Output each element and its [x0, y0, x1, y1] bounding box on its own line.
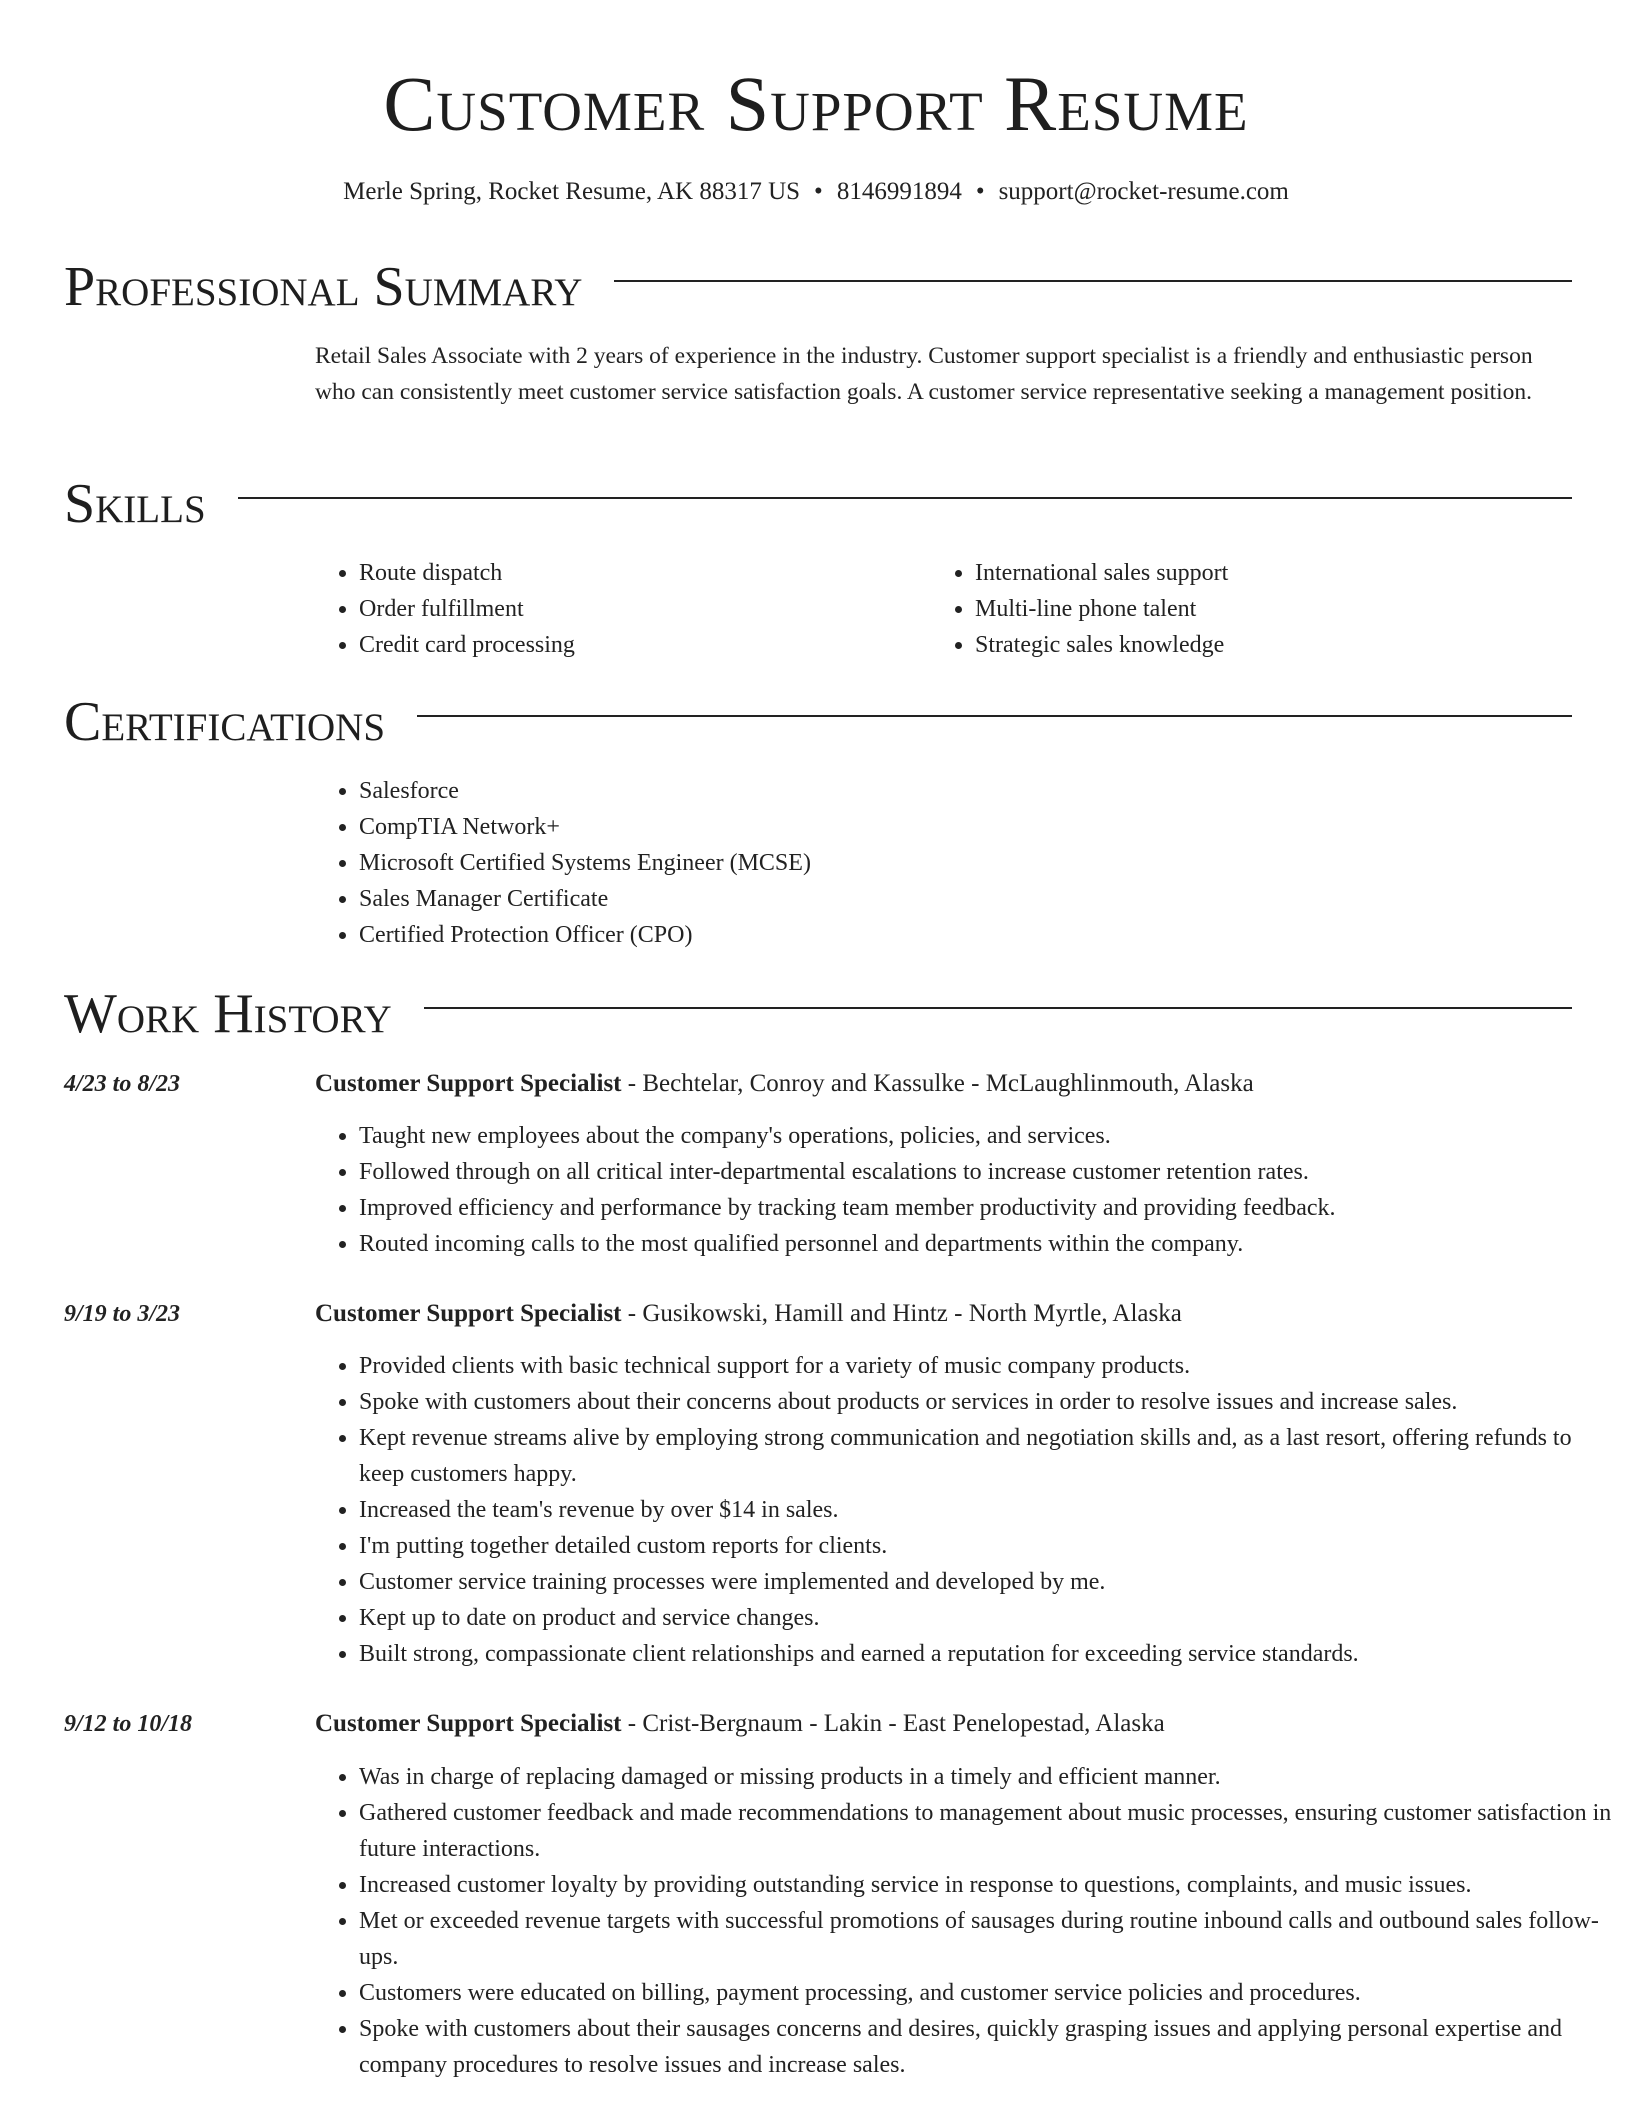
certifications-section-title: Certifications — [64, 691, 386, 753]
job-duty-item: • Met or exceeded revenue targets with successful promotions of sausages during routine inbound calls and outbound sales follow-ups. — [359, 1903, 1616, 1975]
certification-item: • Certified Protection Officer (CPO) — [359, 917, 1359, 953]
skill-item: • Multi-line phone talent — [975, 591, 1615, 627]
work-history-section-heading — [64, 979, 1572, 1049]
contact-separator: • — [814, 178, 823, 205]
contact-email: support@rocket-resume.com — [998, 178, 1289, 205]
contact-separator: • — [975, 178, 985, 205]
job-duty-item: • Taught new employees about the company's operations, policies, and services. — [359, 1118, 1616, 1154]
contact-line — [0, 172, 1632, 212]
summary-section-heading — [64, 252, 1572, 322]
job-duty-item: • Spoke with customers about their concerns about products or services in order to resolve issues and increase sales. — [359, 1384, 1616, 1420]
job-duty-item: • Was in charge of replacing damaged or missing products in a timely and efficient manner. — [359, 1759, 1616, 1795]
skills-list-left — [315, 555, 919, 663]
skills-section-heading — [64, 469, 1572, 539]
job-duty-item: • Built strong, compassionate client relationships and earned a reputation for exceeding service standards. — [359, 1636, 1616, 1672]
job-duties-list — [315, 1118, 1616, 1262]
job-duty-item: • I'm putting together detailed custom reports for clients. — [359, 1528, 1616, 1564]
certifications-section-heading — [64, 687, 1572, 757]
job-title: Customer Support Specialist — [315, 1070, 622, 1097]
job-duty-item: • Gathered customer feedback and made recommendations to management about music processes, ensuring customer satisfaction in future interactions. — [359, 1795, 1616, 1867]
skill-item: • Route dispatch — [359, 555, 919, 591]
summary-section-title: Professional Summary — [64, 256, 583, 318]
skills-section-title: Skills — [64, 473, 206, 535]
skill-item: • Strategic sales knowledge — [975, 627, 1615, 663]
resume-title: Customer Support Resume — [383, 60, 1249, 147]
section-divider — [424, 1007, 1572, 1009]
job-duty-item: • Kept revenue streams alive by employing strong communication and negotiation skills and, as a last resort, offering refunds to keep customers happy. — [359, 1420, 1616, 1492]
job-title: Customer Support Specialist — [315, 1710, 622, 1737]
job-duties-list — [315, 1348, 1616, 1672]
job-dates: 9/12 to 10/18 — [64, 1711, 193, 1737]
job-title: Customer Support Specialist — [315, 1300, 622, 1327]
certification-item: • Sales Manager Certificate — [359, 881, 1359, 917]
section-divider — [417, 715, 1572, 717]
certification-item: • CompTIA Network+ — [359, 809, 1359, 845]
work-history-section-title: Work History — [64, 983, 392, 1045]
job-duty-item: • Customers were educated on billing, payment processing, and customer service policies and procedures. — [359, 1975, 1616, 2011]
job-details: - Bechtelar, Conroy and Kassulke - McLaughlinmouth, Alaska — [621, 1070, 1254, 1097]
job-dates: 9/19 to 3/23 — [64, 1301, 181, 1327]
job-duty-item: • Followed through on all critical inter-departmental escalations to increase customer retention rates. — [359, 1154, 1616, 1190]
skill-item: • Order fulfillment — [359, 591, 919, 627]
job-details: - Crist-Bergnaum - Lakin - East Penelopestad, Alaska — [621, 1710, 1165, 1737]
job-details: - Gusikowski, Hamill and Hintz - North Myrtle, Alaska — [621, 1300, 1182, 1327]
job-duty-item: • Customer service training processes were implemented and developed by me. — [359, 1564, 1616, 1600]
summary-text: Retail Sales Associate with 2 years of experience in the industry. Customer support specialist is a friendly and enthusiastic person who can consistently meet customer service satisfaction goals. A customer service representative seeking a management position. — [315, 343, 1533, 405]
section-divider — [614, 280, 1572, 282]
job-duty-item: • Improved efficiency and performance by tracking team member productivity and providing feedback. — [359, 1190, 1616, 1226]
job-heading — [315, 1066, 1572, 1102]
certifications-list — [315, 773, 1359, 953]
job-duty-item: • Provided clients with basic technical support for a variety of music company products. — [359, 1348, 1616, 1384]
job-duty-item: • Routed incoming calls to the most qualified personnel and departments within the company. — [359, 1226, 1616, 1262]
certification-item: • Salesforce — [359, 773, 1359, 809]
section-divider — [238, 497, 1572, 499]
certification-item: • Microsoft Certified Systems Engineer (MCSE) — [359, 845, 1359, 881]
contact-phone: 8146991894 — [836, 178, 962, 205]
job-heading — [315, 1296, 1572, 1332]
job-duty-item: • Spoke with customers about their sausages concerns and desires, quickly grasping issues and applying personal expertise and company procedures to resolve issues and increase sales. — [359, 2011, 1616, 2083]
job-duty-item: • Increased customer loyalty by providing outstanding service in response to questions, complaints, and music issues. — [359, 1867, 1616, 1903]
job-heading — [315, 1706, 1572, 1742]
job-duties-list — [315, 1759, 1616, 2083]
skill-item: • Credit card processing — [359, 627, 919, 663]
job-duty-item: • Increased the team's revenue by over $14 in sales. — [359, 1492, 1616, 1528]
skills-list-right — [931, 555, 1615, 663]
skill-item: • International sales support — [975, 555, 1615, 591]
job-duty-item: • Kept up to date on product and service changes. — [359, 1600, 1616, 1636]
contact-address: Merle Spring, Rocket Resume, AK 88317 US — [343, 178, 801, 205]
job-dates: 4/23 to 8/23 — [64, 1071, 181, 1097]
